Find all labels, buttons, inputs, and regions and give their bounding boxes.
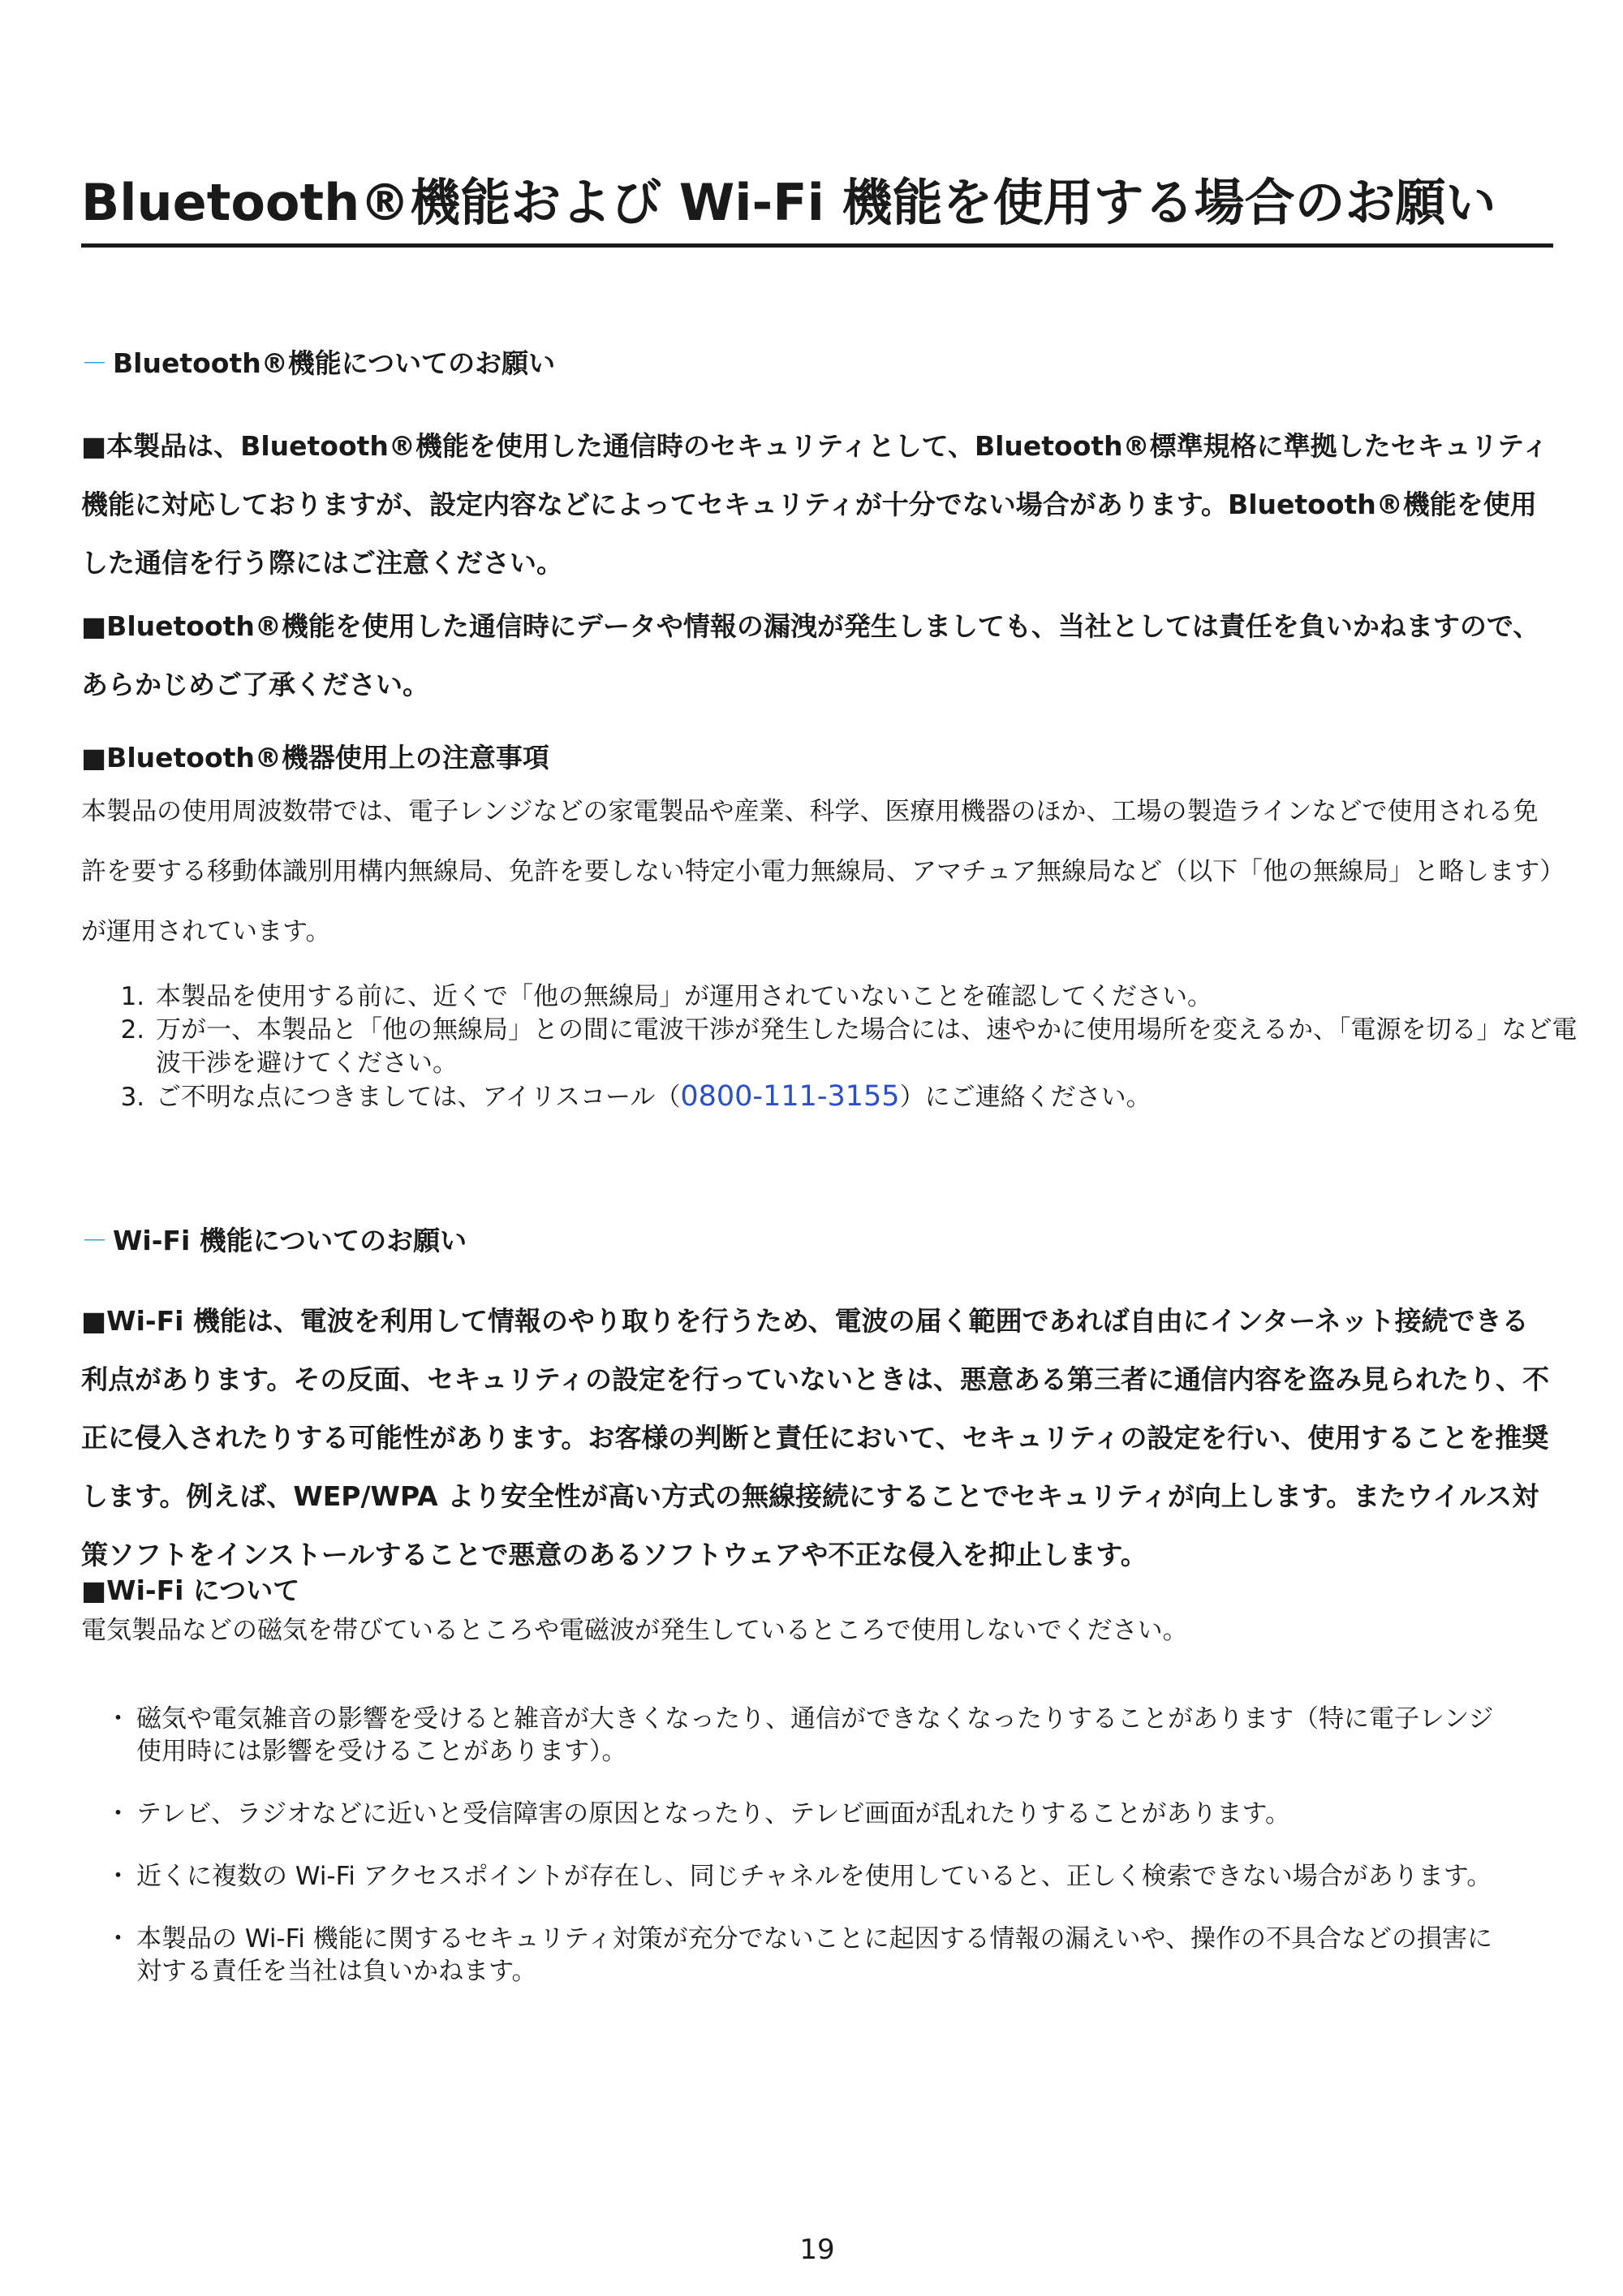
phone-number-link[interactable]: 0800-111-3155	[680, 1080, 900, 1113]
bluetooth-caution-text: 本製品の使用周波数帯では、電子レンジなどの家電製品や産業、科学、医療用機器のほか、工場の製造ラインなどで使用される免許を要する移動体識別用構内無線局、免許を要しない特定小電力無線局、アマチュア無線局など（以下「他の無線局」と略します）が運用されています。	[81, 797, 1552, 946]
wifi-about-heading: ■Wi-Fi について	[81, 1574, 300, 1606]
list-item	[153, 1080, 1581, 1114]
list-item-text: 近くに複数の Wi-Fi アクセスポイントが存在し、同じチャネルを使用していると、正しく検索できない場合があります。	[136, 1862, 1492, 1891]
bullet-mark: ・	[105, 1799, 131, 1829]
wifi-security-paragraph: ■Wi-Fi 機能は、電波を利用して情報のやり取りを行うため、電波の届く範囲であれば自由にインターネット接続できる利点があります。その反面、セキュリティの設定を行っていないときは、悪意ある第三者に通信内容を盗み見られたり、不正に侵入されたりする可能性があります。お客様の判断と責任において、セキュリティの設定を行い、使用することを推奨します。例えば、WEP/WPA より安全性が高い方式の無線接続にすることでセキュリティが向上します。またウイルス対策ソフトをインストールすることで悪意のあるソフトウェアや不正な侵入を抑止します。	[81, 1305, 1550, 1570]
list-item	[81, 1703, 1509, 1768]
bluetooth-section-label	[81, 347, 555, 380]
bullet-mark: ・	[105, 1704, 131, 1734]
wifi-section-label	[81, 1225, 467, 1257]
step3-text-before: ご不明な点につきましては、アイリスコール（	[156, 1083, 681, 1112]
bluetooth-caution-heading: ■Bluetooth®機器使用上の注意事項	[81, 742, 549, 773]
page-title: Bluetooth®機能および Wi-Fi 機能を使用する場合のお願い	[81, 169, 1553, 248]
bluetooth-section-label-text: Bluetooth®機能についてのお願い	[113, 347, 556, 379]
list-item: 1. 本製品を使用する前に、近くで「他の無線局」が運用されていないことを確認してください。	[153, 980, 1581, 1014]
wifi-bullets-list	[81, 1703, 1509, 2018]
list-item: 2. 万が一、本製品と「他の無線局」との間に電波干渉が発生した場合には、速やかに使用場所を変えるか、「電源を切る」など電波干渉を避けてください。	[153, 1014, 1581, 1080]
step3-text-after: ）にご連絡ください。	[899, 1083, 1152, 1112]
wifi-about-text: 電気製品などの磁気を帯びているところや電磁波が発生しているところで使用しないでください。	[81, 1616, 1188, 1645]
list-item-text: 磁気や電気雑音の影響を受けると雑音が大きくなったり、通信ができなくなったりすることがあります（特に電子レンジ使用時には影響を受けることがあります）。	[136, 1704, 1494, 1766]
page-number: 19	[799, 2234, 835, 2266]
wifi-section-label-text: Wi-Fi 機能についてのお願い	[113, 1225, 467, 1256]
section-dash: －	[81, 347, 108, 379]
list-item-text: 本製品の Wi-Fi 機能に関するセキュリティ対策が充分でないことに起因する情報の漏えいや、操作の不具合などの損害に対する責任を当社は負いかねます。	[136, 1924, 1492, 1986]
bluetooth-liability-paragraph: ■Bluetooth®機能を使用した通信時にデータや情報の漏洩が発生しましても、当社としては責任を負いかねますので、あらかじめご了承ください。	[81, 610, 1540, 700]
list-item	[81, 1860, 1509, 1893]
list-item-text: テレビ、ラジオなどに近いと受信障害の原因となったり、テレビ画面が乱れたりすることがあります。	[136, 1799, 1290, 1829]
list-item	[81, 1798, 1509, 1830]
bullet-mark: ・	[105, 1862, 131, 1891]
list-item	[81, 1923, 1509, 1988]
bluetooth-security-paragraph: ■本製品は、Bluetooth®機能を使用した通信時のセキュリティとして、Bluetooth®標準規格に準拠したセキュリティ機能に対応しておりますが、設定内容などによってセキュリティが十分でない場合があります。Bluetooth®機能を使用した通信を行う際にはご注意ください。	[81, 430, 1549, 579]
bluetooth-steps-list	[81, 980, 1581, 1114]
section-dash: －	[81, 1225, 108, 1256]
bullet-mark: ・	[105, 1924, 131, 1954]
